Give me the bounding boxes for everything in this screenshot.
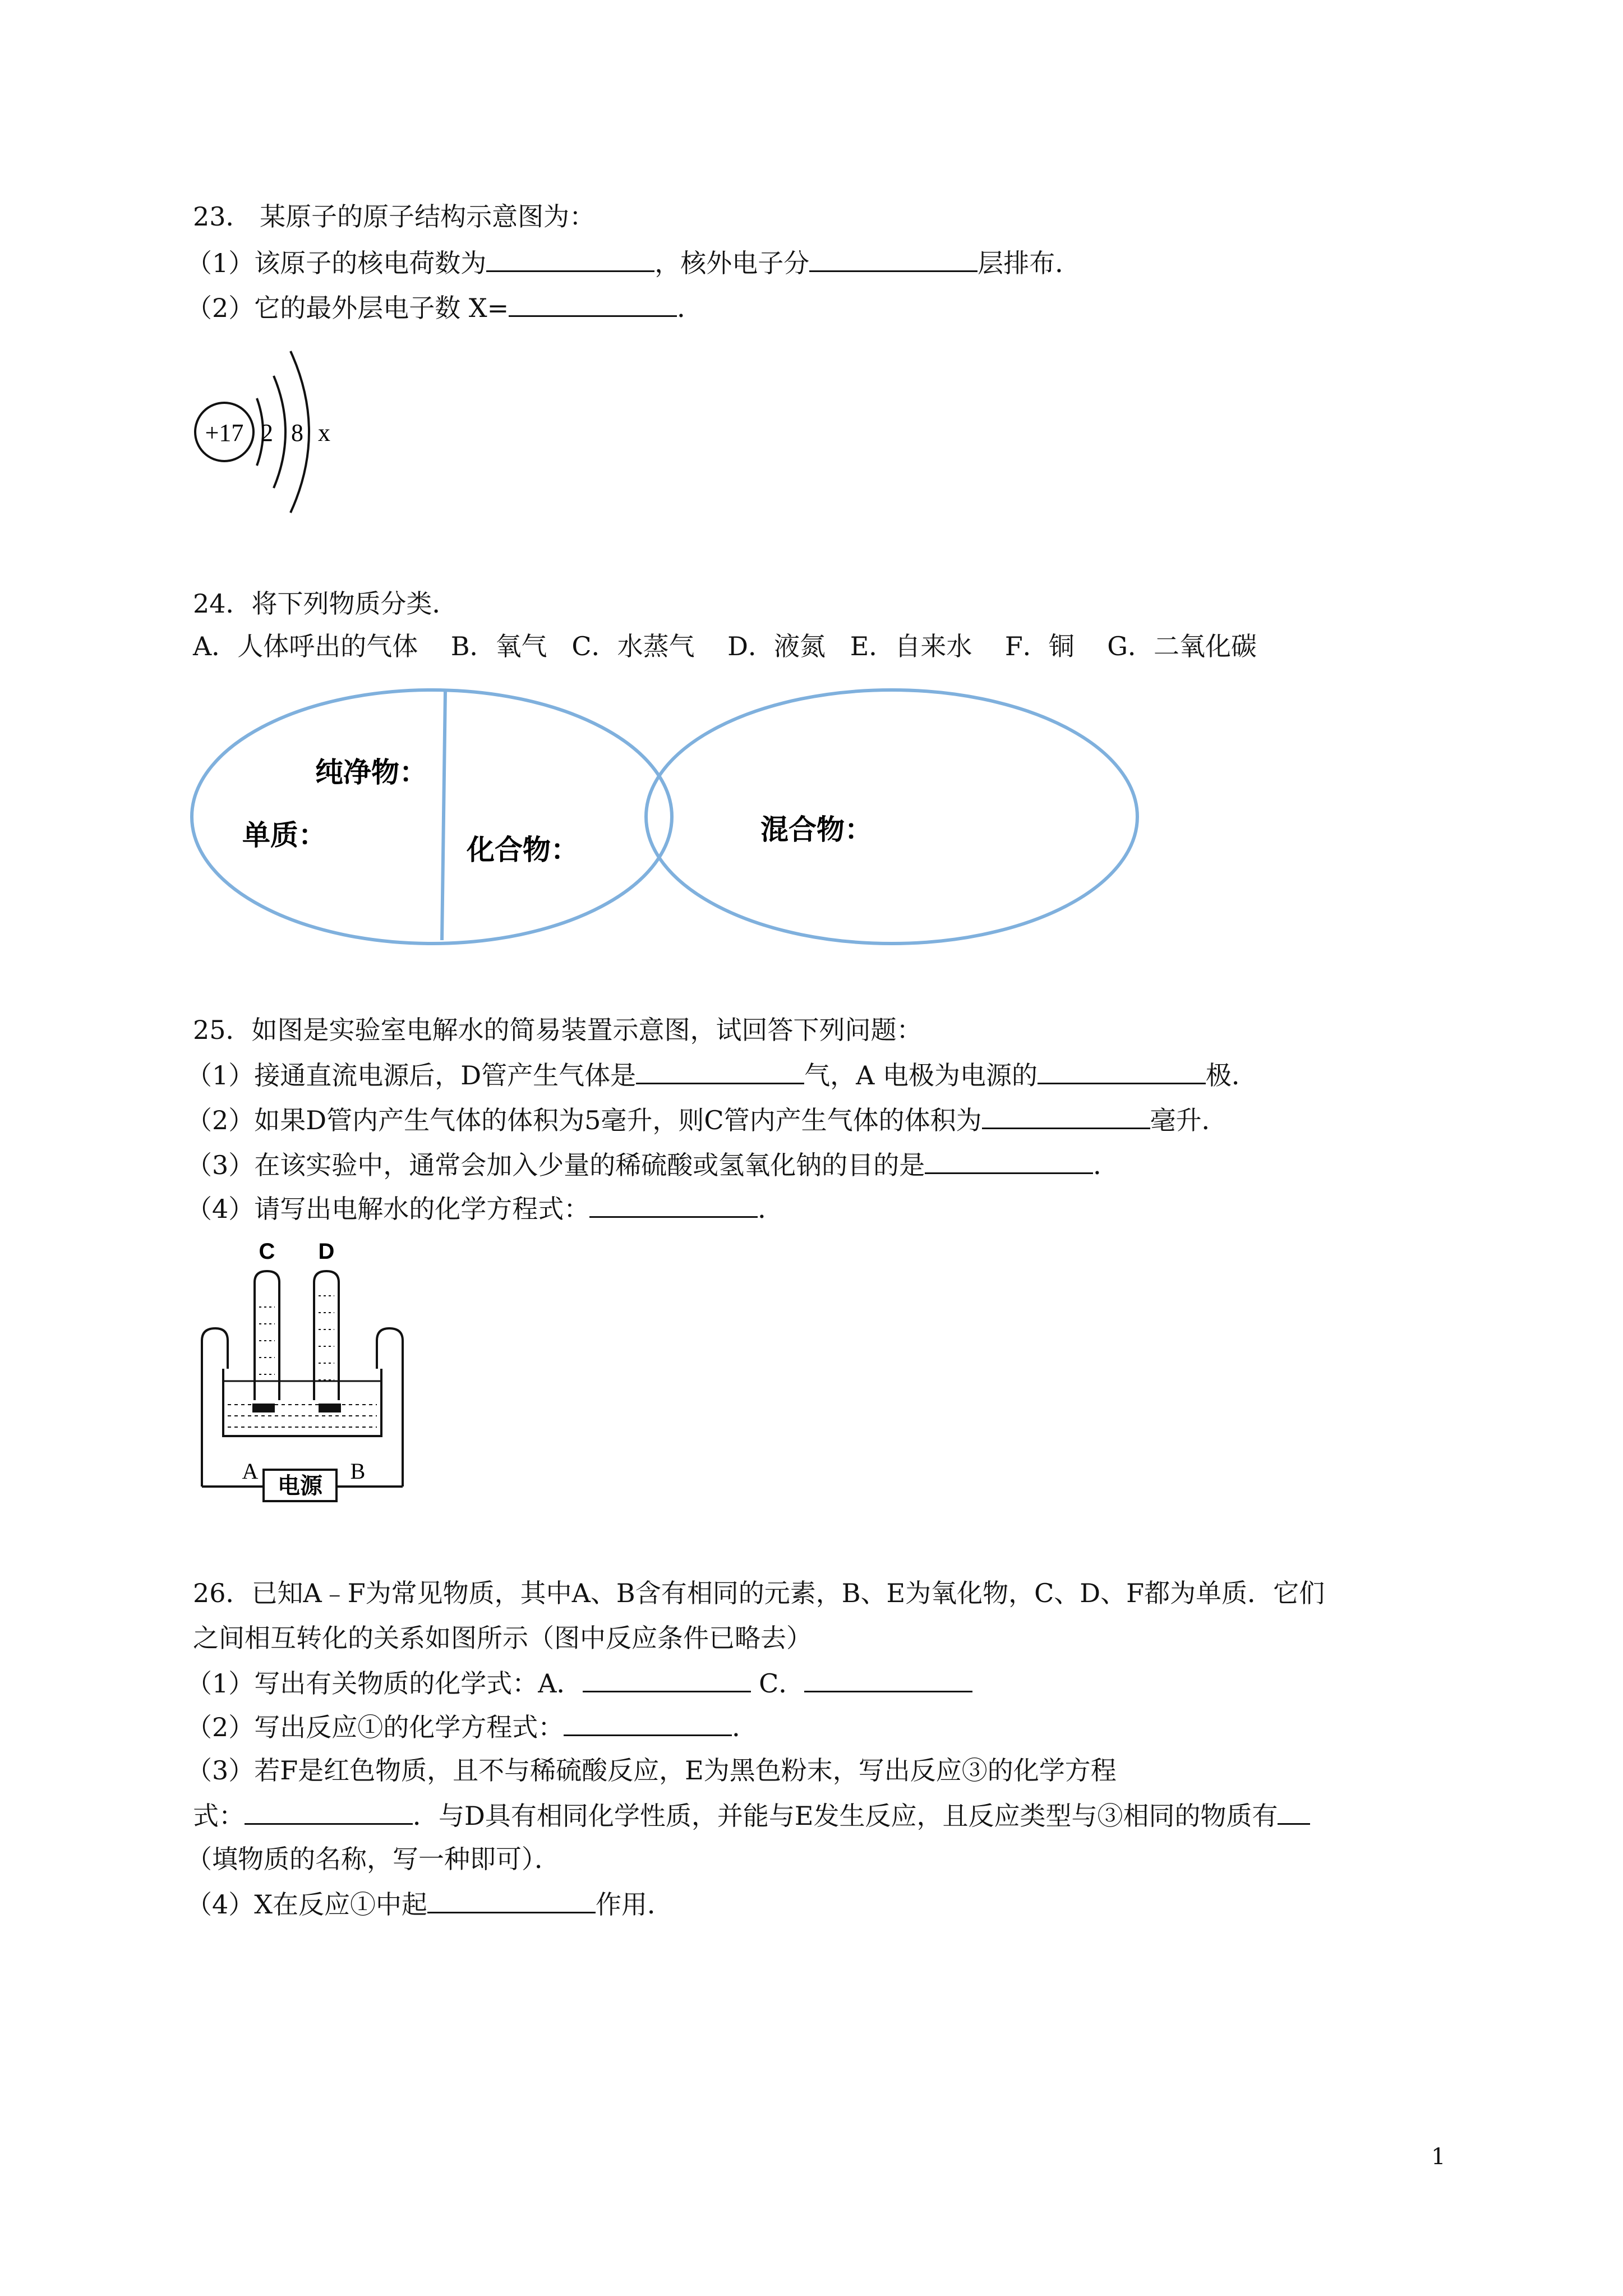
answer-blank[interactable] <box>982 1102 1150 1129</box>
q25-p1-text: （1）接通直流电源后，D管产生气体是 <box>186 1060 637 1091</box>
page-number: 1 <box>1431 2144 1446 2170</box>
answer-blank[interactable] <box>925 1147 1093 1174</box>
atom-structure-diagram <box>191 342 348 522</box>
q26-part1 <box>186 1665 972 1700</box>
q25-part3 <box>186 1147 1119 1182</box>
mixture-label: 混合物： <box>760 813 873 846</box>
q26-stem-line2: 之间相互转化的关系如图所示（图中反应条件已略去） <box>193 1623 812 1653</box>
q25-p4-text: （4）请写出电解水的化学方程式： <box>186 1194 590 1224</box>
q26-part4 <box>186 1886 673 1921</box>
q23-p2-post: ． <box>677 293 703 323</box>
nucleus-charge: +17 <box>205 419 244 447</box>
q26-p1-text: （1）写出有关物质的化学式：A． <box>186 1668 583 1699</box>
power-supply-label: 电源 <box>278 1473 322 1499</box>
answer-blank[interactable] <box>486 245 654 272</box>
q26-p3b-mid: ．与D具有相同化学性质，并能与E发生反应，且反应类型与③相同的物质有 <box>413 1801 1278 1831</box>
answer-blank[interactable] <box>804 1665 972 1692</box>
q23-p1-post: 层排布． <box>978 248 1081 278</box>
tube-c-label: C <box>259 1239 275 1264</box>
q26-p4-post: 作用． <box>596 1889 674 1920</box>
q26-p2-post: ． <box>732 1712 758 1742</box>
q25-stem: 25．如图是实验室电解水的简易装置示意图，试回答下列问题： <box>193 1015 923 1045</box>
q25-p3-text: （3）在该实验中，通常会加入少量的稀硫酸或氢氧化钠的目的是 <box>186 1150 925 1180</box>
q25-p2-text: （2）如果D管内产生气体的体积为5毫升，则C管内产生气体的体积为 <box>186 1105 982 1135</box>
electrolysis-apparatus-diagram <box>196 1234 409 1515</box>
answer-blank[interactable] <box>1038 1057 1206 1084</box>
element-label: 单质： <box>242 819 326 852</box>
q23-p1-mid: ，核外电子分 <box>654 248 810 278</box>
q23-p2-text: （2）它的最外层电子数 X= <box>186 293 509 323</box>
electrode-b-label: B <box>350 1458 366 1484</box>
q25-p3-post: ． <box>1093 1150 1119 1180</box>
q24-stem: 24．将下列物质分类． <box>193 588 458 619</box>
answer-blank[interactable] <box>1278 1797 1310 1825</box>
q25-part2 <box>186 1102 1228 1137</box>
q26-part3-line3: （填物质的名称，写一种即可）． <box>186 1844 560 1874</box>
q26-p3b-text: 式： <box>193 1801 245 1831</box>
q25-p2-post: 毫升． <box>1150 1105 1228 1135</box>
q26-p2-text: （2）写出反应①的化学方程式： <box>186 1712 564 1742</box>
pure-substance-label: 纯净物： <box>315 756 427 789</box>
classification-diagram <box>191 684 1189 954</box>
q26-part2 <box>186 1709 758 1744</box>
q25-part4 <box>186 1190 783 1226</box>
q24-options: A．人体呼出的气体 B．氧气 C．水蒸气 D．液氮 E．自来水 F．铜 G．二氧化碳 <box>193 631 1257 661</box>
q26-stem-line1: 26．已知A﹣F为常见物质，其中A、B含有相同的元素，B、E为氧化物，C、D、F都为单质．它们 <box>193 1578 1325 1608</box>
answer-blank[interactable] <box>636 1057 804 1084</box>
q23-part1 <box>186 245 1081 280</box>
shell-1-electrons: 2 <box>261 419 273 447</box>
electrode-a-label: A <box>242 1458 259 1484</box>
compound-label: 化合物： <box>467 834 579 866</box>
q25-p1-mid: 气，A 电极为电源的 <box>804 1060 1038 1091</box>
q26-p1-mid: C． <box>750 1668 805 1699</box>
answer-blank[interactable] <box>583 1665 751 1692</box>
answer-blank[interactable] <box>809 245 978 272</box>
answer-blank[interactable] <box>245 1797 413 1825</box>
q26-p4-text: （4）X在反应①中起 <box>186 1889 428 1920</box>
shell-3-electrons: x <box>318 419 330 447</box>
answer-blank[interactable] <box>564 1709 732 1736</box>
q23-stem: 23． 某原子的原子结构示意图为： <box>193 201 596 232</box>
q26-part3-line1: （3）若F是红色物质，且不与稀硫酸反应，E为黑色粉末，写出反应③的化学方程 <box>186 1755 1117 1786</box>
q25-p4-post: ． <box>758 1194 784 1224</box>
answer-blank[interactable] <box>509 289 677 317</box>
shell-2-electrons: 8 <box>291 419 303 447</box>
q25-part1 <box>186 1057 1257 1092</box>
q23-p1-text: （1）该原子的核电荷数为 <box>186 248 487 278</box>
answer-blank[interactable] <box>589 1190 758 1218</box>
q23-part2 <box>186 289 703 325</box>
answer-blank[interactable] <box>427 1886 596 1913</box>
q26-part3-line2 <box>193 1797 1310 1833</box>
q25-p1-post: 极． <box>1206 1060 1257 1091</box>
tube-d-label: D <box>318 1239 335 1264</box>
